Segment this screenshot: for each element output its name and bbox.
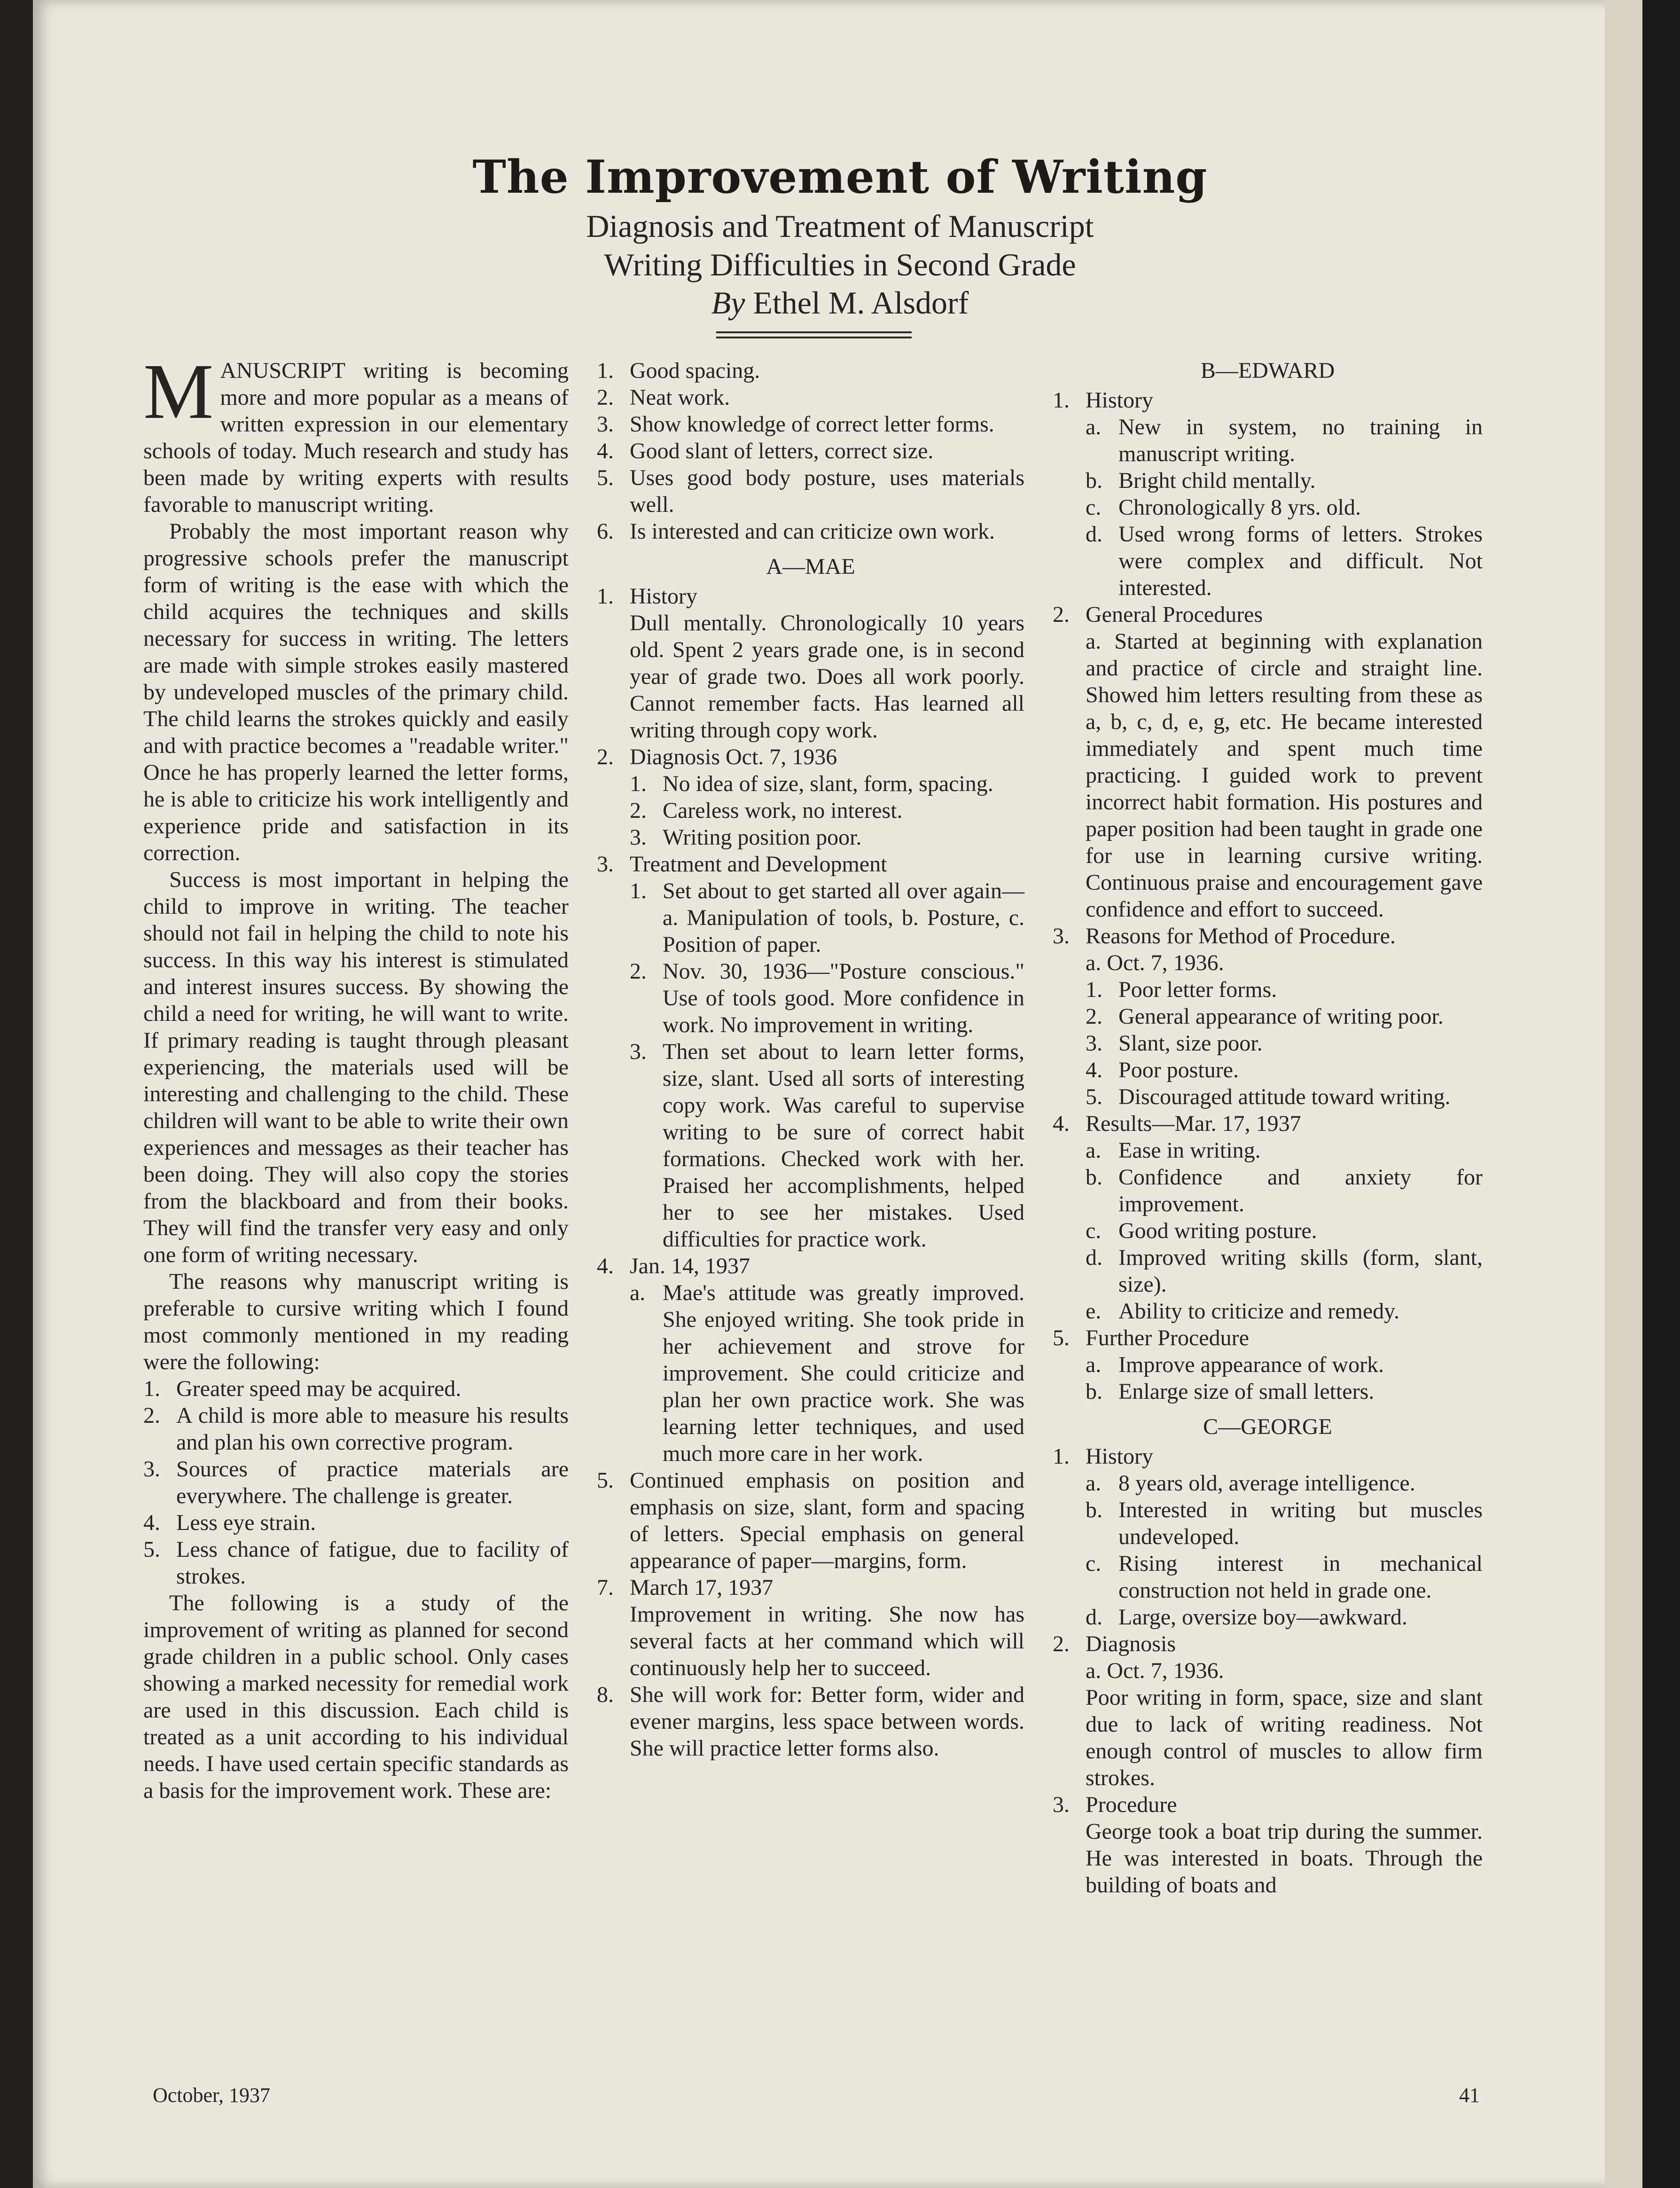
list-text: Slant, size poor.	[1118, 1031, 1263, 1056]
list-item	[1086, 1083, 1483, 1110]
list-item	[1086, 1030, 1483, 1057]
case-c-diagnosis	[1053, 1631, 1483, 1657]
case-heading-a: A—MAE	[766, 554, 855, 579]
list-item	[1086, 414, 1483, 467]
section-heading: Jan. 14, 1937	[630, 1254, 750, 1278]
list-text: Bright child mentally.	[1118, 468, 1316, 493]
section-heading: Diagnosis	[1086, 1631, 1176, 1656]
case-b-reasons-list	[1053, 976, 1483, 1110]
list-number: 2.	[1086, 1004, 1102, 1029]
list-item	[597, 384, 1024, 411]
list-item	[143, 1536, 569, 1590]
case-c-procedure-text: George took a boat trip during the summer. He was interested in boats. Through the building of boats and	[1086, 1819, 1483, 1898]
list-number: 1.	[597, 358, 614, 383]
list-text: Careless work, no interest.	[663, 798, 903, 823]
list-text: Rising interest in mechanical construction not held in grade one.	[1118, 1551, 1483, 1603]
section-heading: History	[630, 584, 697, 609]
list-text: Poor letter forms.	[1118, 977, 1277, 1002]
case-a-diagnosis	[597, 744, 1024, 770]
case-a-continued	[597, 1467, 1024, 1574]
treatment-list	[597, 878, 1024, 1253]
paragraph-reason: Probably the most important reason why progressive schools prefer the manuscript form of writing is the ease with which the child acquires the techniques and skills necessary for success in writing. The letters are made with simple strokes easily mastered by undeveloped muscles of the primary child. The child learns the strokes quickly and easily and with practice becomes a "readable writer." Once he has properly learned the letter forms, he is able to criticize his work intelligently and experience pride and satisfaction in its correction.	[143, 519, 569, 865]
list-number: 1.	[143, 1376, 160, 1401]
case-c-history	[1053, 1443, 1483, 1470]
list-text: Neat work.	[630, 385, 730, 410]
page-number: 41	[1459, 2084, 1480, 2107]
case-b-results	[1053, 1110, 1483, 1137]
case-b-history-list	[1053, 414, 1483, 601]
list-number: b.	[1086, 1498, 1102, 1522]
case-a-march-text: Improvement in writing. She now has several facts at her command which will continuously help her to succeed.	[630, 1602, 1024, 1680]
list-text: Good slant of letters, correct size.	[630, 439, 934, 463]
list-text: A child is more able to measure his results and plan his own corrective program.	[176, 1403, 569, 1455]
list-number: 3.	[1086, 1031, 1102, 1056]
list-number: a.	[1086, 1138, 1102, 1163]
list-item	[1086, 1003, 1483, 1030]
list-number: 2.	[597, 745, 614, 769]
list-item	[630, 797, 1024, 824]
list-number: 2.	[1053, 1631, 1070, 1656]
case-b-procedures	[1053, 601, 1483, 628]
binding-edge	[0, 0, 33, 2188]
case-a-treatment	[597, 851, 1024, 878]
list-text: Chronologically 8 yrs. old.	[1118, 495, 1361, 520]
list-item	[1086, 1217, 1483, 1244]
list-text: Discouraged attitude toward writing.	[1118, 1084, 1451, 1109]
list-number: 4.	[1053, 1111, 1070, 1136]
list-item	[597, 411, 1024, 438]
case-a-jan	[597, 1253, 1024, 1279]
list-number: 2.	[1053, 602, 1070, 627]
list-number: 3.	[597, 852, 614, 877]
case-b-results-list	[1053, 1137, 1483, 1325]
list-text: Ease in writing.	[1118, 1138, 1261, 1163]
list-text: Uses good body posture, uses materials well.	[630, 465, 1024, 517]
list-number: 5.	[143, 1537, 160, 1562]
article-title: The Improvement of Writing	[472, 150, 1208, 204]
column-1	[143, 348, 569, 1804]
title-rule-bottom	[716, 337, 912, 338]
list-text: Continued emphasis on position and emphasis on size, slant, form and spacing of letters. Special emphasis on general appearance of paper—margins, form.	[630, 1468, 1024, 1573]
list-item	[1086, 467, 1483, 494]
list-text: Greater speed may be acquired.	[176, 1376, 461, 1401]
reasons-list	[143, 1375, 569, 1590]
list-text: Improved writing skills (form, slant, size).	[1118, 1245, 1483, 1297]
list-item	[143, 1402, 569, 1456]
column-2	[597, 357, 1024, 1762]
list-number: 4.	[597, 1254, 614, 1278]
byline-prefix: By	[711, 285, 745, 321]
list-item	[1086, 1351, 1483, 1378]
list-text: Show knowledge of correct letter forms.	[630, 412, 994, 437]
section-heading: Diagnosis Oct. 7, 1936	[630, 745, 837, 769]
list-text: 8 years old, average intelligence.	[1118, 1471, 1415, 1496]
list-number: 1.	[1053, 1444, 1070, 1469]
list-item	[1086, 494, 1483, 521]
list-item	[597, 518, 1024, 545]
list-number: d.	[1086, 1605, 1102, 1630]
case-a-future	[597, 1681, 1024, 1762]
list-number: 1.	[630, 878, 647, 903]
list-item	[1086, 1057, 1483, 1083]
case-a-history-text: Dull mentally. Chronologically 10 years old. Spent 2 years grade one, is in second year of grade two. Does all work poorly. Cannot remember facts. Has learned all writing through copy work.	[630, 611, 1024, 743]
list-text: Then set about to learn letter forms, size, slant. Used all sorts of interesting copy work. Was careful to supervise writing to be sure of correct habit formations. Checked work with her. Praised her accomplishments, helped her to see her mistakes. Used difficulties for practice work.	[663, 1039, 1024, 1252]
case-b-reasons-date: a. Oct. 7, 1936.	[1086, 950, 1224, 975]
list-item	[143, 1375, 569, 1402]
section-heading: History	[1086, 1444, 1153, 1469]
section-heading: Results—Mar. 17, 1937	[1086, 1111, 1301, 1136]
list-item	[1086, 1550, 1483, 1604]
list-item	[597, 357, 1024, 384]
page-edge	[1605, 0, 1642, 2188]
list-number: 5.	[1086, 1084, 1102, 1109]
list-item	[1086, 1604, 1483, 1631]
drop-cap: M	[143, 348, 214, 435]
list-item	[597, 438, 1024, 464]
article-subtitle-line1: Diagnosis and Treatment of Manuscript	[586, 208, 1094, 244]
list-number: d.	[1086, 1245, 1102, 1270]
section-heading: History	[1086, 388, 1153, 413]
list-number: 2.	[597, 385, 614, 410]
case-b-reasons	[1053, 923, 1483, 949]
list-number: c.	[1086, 1551, 1102, 1576]
intro-text: ANUSCRIPT writing is becoming more and more popular as a means of written expression in our elementary schools of today. Much research and study has been made by writing experts with results favorable to manuscript writing.	[143, 358, 569, 517]
case-a-march	[597, 1574, 1024, 1601]
list-number: 3.	[597, 412, 614, 437]
list-number: a.	[1086, 1352, 1102, 1377]
list-item	[1086, 1137, 1483, 1164]
list-number: 7.	[597, 1575, 614, 1600]
list-text: Interested in writing but muscles undeveloped.	[1118, 1498, 1483, 1549]
section-heading: Reasons for Method of Procedure.	[1086, 924, 1396, 949]
section-heading: General Procedures	[1086, 602, 1263, 627]
list-text: New in system, no training in manuscript writing.	[1118, 415, 1483, 466]
standards-list	[597, 357, 1024, 545]
list-number: 5.	[597, 465, 614, 490]
list-text: Sources of practice materials are everywhere. The challenge is greater.	[176, 1457, 569, 1508]
list-number: 4.	[143, 1510, 160, 1535]
case-c-procedure	[1053, 1791, 1483, 1818]
list-text: Mae's attitude was greatly improved. She enjoyed writing. She took pride in her achievement and strove for improvement. She could criticize and plan her own practice work. She was learning letter techniques, and used much more care in her work.	[663, 1280, 1024, 1466]
list-item	[630, 1038, 1024, 1253]
list-text: Enlarge size of small letters.	[1118, 1379, 1375, 1404]
case-b-history	[1053, 387, 1483, 414]
article-subtitle-line2: Writing Difficulties in Second Grade	[604, 247, 1076, 282]
list-text: Large, oversize boy—awkward.	[1118, 1605, 1407, 1630]
list-number: 5.	[1053, 1325, 1070, 1350]
list-number: c.	[1086, 1218, 1102, 1243]
list-text: General appearance of writing poor.	[1118, 1004, 1444, 1029]
list-item	[1086, 1298, 1483, 1325]
list-number: 8.	[597, 1682, 614, 1707]
byline	[0, 284, 1680, 322]
list-text: Poor posture.	[1118, 1058, 1239, 1082]
list-item	[630, 824, 1024, 851]
jan-list	[597, 1279, 1024, 1467]
list-item	[1086, 1244, 1483, 1298]
list-text: Set about to get started all over again—a. Manipulation of tools, b. Posture, c. Position of paper.	[663, 878, 1024, 957]
section-heading: Further Procedure	[1086, 1325, 1249, 1350]
list-number: 3.	[1053, 924, 1070, 949]
list-item	[1086, 1378, 1483, 1405]
list-item	[630, 958, 1024, 1038]
list-number: b.	[1086, 1165, 1102, 1190]
case-a-history	[597, 583, 1024, 610]
list-item	[1086, 1497, 1483, 1550]
list-number: 2.	[630, 798, 647, 823]
list-text: Good writing posture.	[1118, 1218, 1317, 1243]
case-b-further	[1053, 1325, 1483, 1351]
list-number: a.	[630, 1280, 646, 1305]
diagnosis-list	[597, 770, 1024, 851]
list-number: e.	[1086, 1299, 1102, 1324]
list-number: 2.	[630, 959, 647, 984]
list-number: 1.	[630, 771, 647, 796]
list-item	[630, 770, 1024, 797]
list-number: c.	[1086, 495, 1102, 520]
list-number: d.	[1086, 522, 1102, 547]
list-text: Less eye strain.	[176, 1510, 316, 1535]
paragraph-success: Success is most important in helping the child to improve in writing. The teacher should not fail in helping the child to note his success. In this way his interest is stimulated and interest insures success. By showing the child a need for writing, he will want to write. If primary reading is taught through pleasant experiencing, the materials used will be interesting and challenging to the child. These children will want to be able to write their own experiences and messages as their teacher has been doing. They will also copy the stories from the blackboard and from their books. They will find the transfer very easy and only one form of writing necessary.	[143, 867, 569, 1267]
list-item	[1086, 1164, 1483, 1217]
case-heading-c: C—GEORGE	[1203, 1414, 1332, 1439]
section-heading: March 17, 1937	[630, 1575, 774, 1600]
author-name: Ethel M. Alsdorf	[753, 285, 969, 321]
section-heading: Treatment and Development	[630, 852, 887, 877]
list-item	[1086, 521, 1483, 601]
case-b-further-list	[1053, 1351, 1483, 1405]
list-text: She will work for: Better form, wider and evener margins, less space between words. She will practice letter forms also.	[630, 1682, 1024, 1761]
list-number: 3.	[630, 825, 647, 850]
list-number: 4.	[597, 439, 614, 463]
list-item	[630, 1279, 1024, 1467]
list-item	[143, 1456, 569, 1509]
list-text: Used wrong forms of letters. Strokes were complex and difficult. Not interested.	[1118, 522, 1483, 600]
list-text: No idea of size, slant, form, spacing.	[663, 771, 993, 796]
list-item	[1086, 1470, 1483, 1497]
list-item	[630, 878, 1024, 958]
list-text: Confidence and anxiety for improvement.	[1118, 1165, 1483, 1216]
list-number: 3.	[630, 1039, 647, 1064]
list-number: a.	[1086, 415, 1102, 439]
case-c-history-list	[1053, 1470, 1483, 1631]
case-c-diagnosis-date: a. Oct. 7, 1936.	[1086, 1658, 1224, 1683]
list-text: Nov. 30, 1936—"Posture conscious." Use of tools good. More confidence in work. No improvement in writing.	[663, 959, 1024, 1037]
column-3	[1053, 357, 1483, 1898]
list-number: 1.	[1053, 388, 1070, 413]
case-heading-b: B—EDWARD	[1200, 358, 1335, 383]
list-number: 3.	[1053, 1792, 1070, 1817]
paragraph-intro	[143, 348, 569, 518]
list-text: Good spacing.	[630, 358, 760, 383]
list-number: b.	[1086, 468, 1102, 493]
list-number: 4.	[1086, 1058, 1102, 1082]
case-c-diagnosis-text: Poor writing in form, space, size and slant due to lack of writing readiness. Not enough control of muscles to allow firm strokes.	[1086, 1685, 1483, 1790]
paragraph-study: The following is a study of the improvement of writing as planned for second grade children in a public school. Only cases showing a marked necessity for remedial work are used in this discussion. Each child is treated as a unit according to his individual needs. I have used certain specific standards as a basis for the improvement work. These are:	[143, 1591, 569, 1803]
list-number: 1.	[1086, 977, 1102, 1002]
footer-date: October, 1937	[153, 2084, 270, 2107]
list-number: 2.	[143, 1403, 160, 1428]
list-number: a.	[1086, 1471, 1102, 1496]
list-text: Is interested and can criticize own work.	[630, 519, 995, 544]
list-text: Ability to criticize and remedy.	[1118, 1299, 1400, 1324]
list-text: Improve appearance of work.	[1118, 1352, 1384, 1377]
list-number: 5.	[597, 1468, 614, 1493]
list-text: Less chance of fatigue, due to facility of strokes.	[176, 1537, 569, 1589]
list-number: 6.	[597, 519, 614, 544]
title-rule-top	[716, 331, 912, 333]
list-item	[143, 1509, 569, 1536]
paragraph-reasons-intro: The reasons why manuscript writing is preferable to cursive writing which I found most commonly mentioned in my reading were the following:	[143, 1269, 569, 1374]
list-number: 3.	[143, 1457, 160, 1482]
list-item	[1086, 976, 1483, 1003]
list-text: Writing position poor.	[663, 825, 862, 850]
section-heading: Procedure	[1086, 1792, 1177, 1817]
list-number: 1.	[597, 584, 614, 609]
list-number: b.	[1086, 1379, 1102, 1404]
case-b-procedures-text: a. Started at beginning with explanation and practice of circle and straight line. Showed him letters resulting from these as a, b, c, d, e, g, etc. He became interested immediately and spent much time practicing. I guided work to prevent incorrect habit formation. His postures and paper position had been taught in grade one for use in learning cursive writing. Continuous praise and encouragement gave confidence and effort to succeed.	[1086, 629, 1483, 922]
list-item	[597, 464, 1024, 518]
